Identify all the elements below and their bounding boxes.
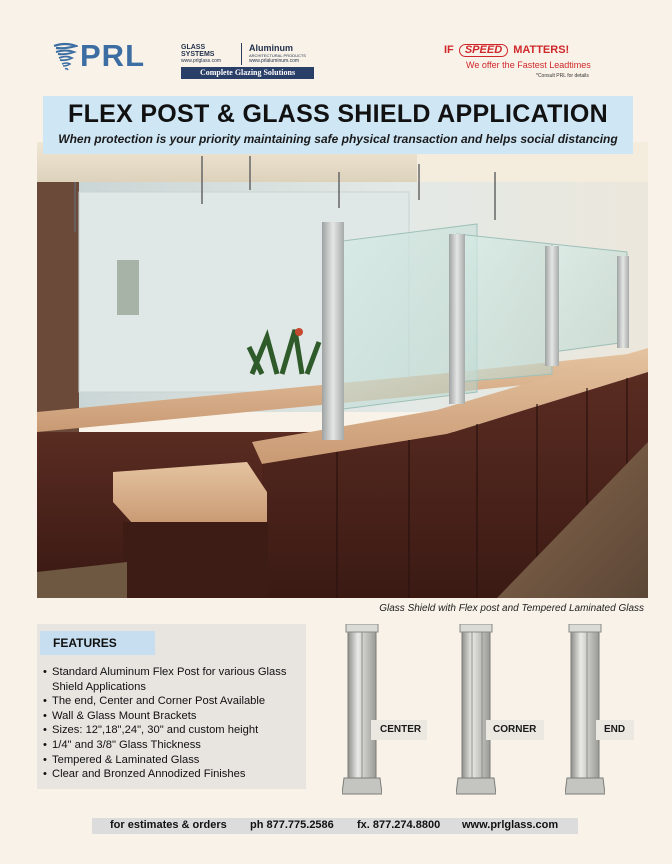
footer-fax: fx. 877.274.8800 <box>357 819 441 831</box>
contact-footer <box>92 818 578 834</box>
product-photo <box>37 142 648 598</box>
feature-item: • Tempered & Laminated Glass <box>43 753 303 768</box>
feature-item: • The end, Center and Corner Post Available <box>43 694 303 709</box>
feature-item: • Standard Aluminum Flex Post for various Glass Shield Applications <box>43 665 303 694</box>
feature-item: • 1/4" and 3/8" Glass Thickness <box>43 738 303 753</box>
end-post-label: END <box>604 724 626 735</box>
footer-website-link[interactable]: www.prlglass.com <box>462 819 559 831</box>
glass-shield-counter-photo <box>37 142 648 598</box>
end-label-box <box>596 720 634 740</box>
corner-label-box <box>486 720 544 740</box>
center-label-box <box>371 720 427 740</box>
logo-glass-url: www.prlglass.com <box>181 58 222 64</box>
features-heading-box <box>40 631 155 655</box>
feature-item: • Clear and Bronzed Annodized Finishes <box>43 767 303 782</box>
logo-glass-systems: GLASS SYSTEMS <box>181 44 215 58</box>
feature-item: • Sizes: 12",18",24", 30" and custom height <box>43 723 303 738</box>
prl-logo <box>52 40 314 82</box>
center-post-label: CENTER <box>380 724 422 735</box>
features-heading: FEATURES <box>53 636 117 650</box>
photo-caption: Glass Shield with Flex post and Tempered Laminated Glass <box>379 603 644 614</box>
speed-headline: IF SPEED MATTERS! <box>444 44 570 56</box>
corner-post-image <box>456 624 496 796</box>
features-list <box>43 665 303 782</box>
feature-item: • Wall & Glass Mount Brackets <box>43 709 303 724</box>
corner-post-label: CORNER <box>493 724 537 735</box>
speed-subtext: We offer the Fastest Leadtimes <box>466 60 591 70</box>
speed-matters-badge <box>444 44 628 84</box>
tornado-logo-icon <box>52 42 78 72</box>
title-banner <box>43 96 633 154</box>
logo-aluminum-url: www.prlaluminum.com <box>249 58 300 64</box>
logo-wordmark: PRL <box>80 38 145 73</box>
logo-tagline: Complete Glazing Solutions <box>181 67 314 79</box>
logo-aluminum-sub: ARCHITECTURAL PRODUCTS <box>249 53 306 58</box>
footer-estimates: for estimates & orders <box>110 819 227 831</box>
footer-phone[interactable]: ph 877.775.2586 <box>250 819 334 831</box>
page-subtitle: When protection is your priority maintaining safe physical transaction and helps social distancing <box>58 132 618 146</box>
speed-pill: SPEED <box>459 44 508 57</box>
end-post-image <box>565 624 605 796</box>
speed-note: *Consult PRL for details <box>536 73 589 79</box>
logo-aluminum: Aluminum <box>249 43 293 53</box>
page-title: FLEX POST & GLASS SHIELD APPLICATION <box>68 100 608 128</box>
center-post-image <box>342 624 382 796</box>
logo-divider <box>241 43 242 65</box>
